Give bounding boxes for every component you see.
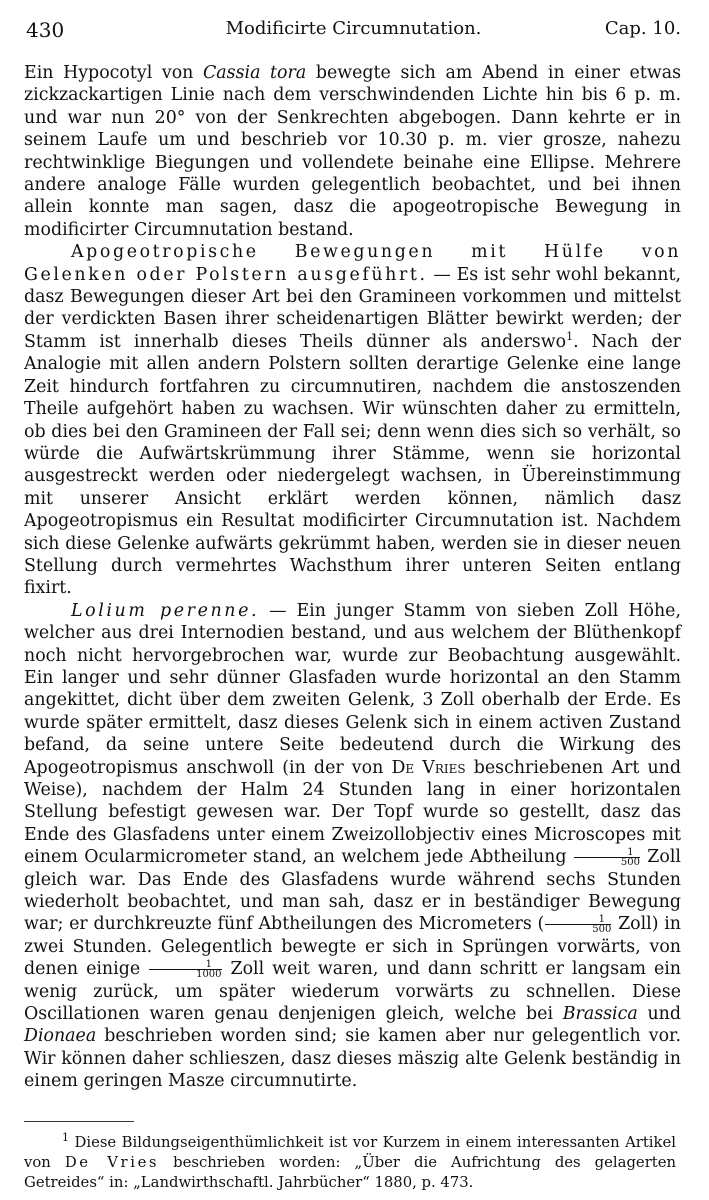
footnote-mark: 1 xyxy=(62,1131,69,1145)
paragraph-cassia xyxy=(24,62,681,241)
main-text xyxy=(24,62,681,1093)
fraction-one-five-hundredth xyxy=(574,848,640,867)
paragraph-lolium-text-f: und xyxy=(637,1004,682,1025)
paragraph-lolium-text-g: beschrieben worden sind; sie kamen aber nur gelegentlich vor. Wir können daher schlieszen, dasz dieses mäszig alte Gelenk beständig in einem geringen Masze circumnutirte. xyxy=(24,1026,681,1092)
footnote-text xyxy=(24,1133,676,1193)
genus-dionaea: Dionaea xyxy=(24,1026,97,1047)
chapter-label: Cap. 10. xyxy=(604,18,681,39)
section-heading-lolium: Lolium perenne. xyxy=(71,600,260,621)
fraction-numerator-3: 1 xyxy=(149,960,221,970)
footnote-divider xyxy=(24,1121,134,1122)
fraction-numerator-2: 1 xyxy=(545,915,611,925)
page-header xyxy=(26,18,681,48)
footnote-author: De Vries xyxy=(64,1154,160,1171)
paragraph-apogeotropic xyxy=(24,241,681,600)
fraction-one-thousandth xyxy=(149,960,221,979)
section-heading-gelenke: Apogeotropische Bewegungen mit Hülfe von Gelenken oder Polstern ausgeführt. xyxy=(24,242,681,285)
paragraph-lolium xyxy=(24,600,681,1093)
paragraph-lolium-text-e: Zoll weit waren, und dann schritt er langsam ein wenig zurück, um später wiederum vorwärts zu schnellen. Diese Oscillationen waren genau denjenigen gleich, welche bei xyxy=(24,959,681,1025)
page-number: 430 xyxy=(26,18,65,42)
fraction-denominator-2: 500 xyxy=(592,924,612,936)
paragraph-cassia-text: Ein Hypocotyl von Cassia tora bewegte sich am Abend in einer etwas zickzackartigen Linie nach dem verschwindenden Lichte hin bis 6 p. m. und war nun 20° von der Senkrechten abgebogen. Dann kehrte er in seinem Laufe um und beschrieb vor 10.30 p. m. vier grosze, nahezu rechtwinklige Biegungen und vollendete beinahe eine Ellipse. Mehrere andere analoge Fälle wurden gelegentlich beobachtet, und bei ihnen allein konnte man sagen, dasz die apogeotropische Bewegung in modificirter Circumnutation bestand. xyxy=(24,63,682,240)
fraction-denominator-3: 1000 xyxy=(196,969,222,981)
paragraph-apogeotropic-text-b: . Nach der Analogie mit allen andern Polstern sollten derartige Gelenke eine lange Zeit hindurch fortfahren zu circumnutiren, nachdem die anstoszenden Theile aufgehört haben zu wachsen. Wir wünschten daher zu ermitteln, ob dies bei den Gramineen der Fall sei; denn wenn dies sich so verhält, so würde die Aufwärtskrümmung ihrer Stämme, wenn sie horizontal ausgestreckt werden oder niedergelegt wachsen, in Übereinstimmung mit unserer Ansicht erklärt werden können, nämlich dasz Apogeotropismus ein Resultat modificirter Circumnutation ist. Nachdem sich diese Gelenke aufwärts gekrümmt haben, werden sie in dieser neuen Stellung durch vermehrtes Wachsthum ihrer unteren Seiten entlang fixirt. xyxy=(24,331,681,599)
footnote xyxy=(24,1133,676,1193)
running-title: Modificirte Circumnutation. xyxy=(225,18,482,39)
fraction-numerator: 1 xyxy=(574,848,640,858)
author-name-devries: De Vries xyxy=(391,757,466,778)
paragraph-lolium-text-c: Zoll gleich war. Das Ende des Glasfadens wurde während sechs Stunden wiederholt beobachtet, und man sah, dasz er in beständiger Bewegung war; er durchkreuzte fünf Abtheilungen des Micrometers ( xyxy=(24,847,681,935)
fraction-one-hundredth xyxy=(545,915,611,934)
paragraph-apogeotropic-text-a: — Es ist sehr wohl bekannt, dasz Bewegungen dieser Art bei den Gramineen vorkommen und mittelst der verdickten Basen ihrer scheidenartigen Blätter bewirkt werden; der Stamm ist innerhalb dieses Theils dünner als anderswo xyxy=(24,264,681,352)
footnote-text-a: Diese Bildungseigenthümlichkeit ist vor Kurzem in einem interessanten Artikel von xyxy=(24,1134,676,1171)
fraction-denominator: 500 xyxy=(620,857,640,869)
footnote-text-b: beschrieben worden: „Über die Aufrichtung des gelagerten Getreides“ in: „Landwirthschaftl. Jahrbücher“ 1880, p. 473. xyxy=(24,1154,676,1191)
species-cassia-tora: Cassia tora xyxy=(202,63,307,83)
paragraph-lolium-text-b: beschriebenen Art und Weise), nachdem der Halm 24 Stunden lang in einer horizontalen Stellung befestigt gewesen war. Der Topf wurde so gestellt, dasz das Ende des Glasfadens unter einem Zweizollobjectiv eines Microscopes mit einem Ocularmicrometer stand, an welchem jede Abtheilung xyxy=(24,757,681,868)
footnote-reference: 1 xyxy=(566,330,574,344)
genus-brassica: Brassica xyxy=(562,1004,638,1025)
paragraph-lolium-text-d: Zoll) in zwei Stunden. Gelegentlich bewegte er sich in Sprüngen vorwärts, von denen einige xyxy=(24,914,681,980)
paragraph-lolium-text-a: — Ein junger Stamm von sieben Zoll Höhe, welcher aus drei Internodien bestand, und aus welchem der Blüthenkopf noch nicht hervorgebrochen war, wurde zur Beobachtung ausgewählt. Ein langer und sehr dünner Glasfaden wurde horizontal an den Stamm angekittet, dicht über dem zweiten Gelenk, 3 Zoll oberhalb der Erde. Es wurde später ermittelt, dasz dieses Gelenk sich in einem activen Zustand befand, da seine untere Seite bedeutend durch die Wirkung des Apogeotropismus anschwoll (in der von xyxy=(24,600,681,778)
